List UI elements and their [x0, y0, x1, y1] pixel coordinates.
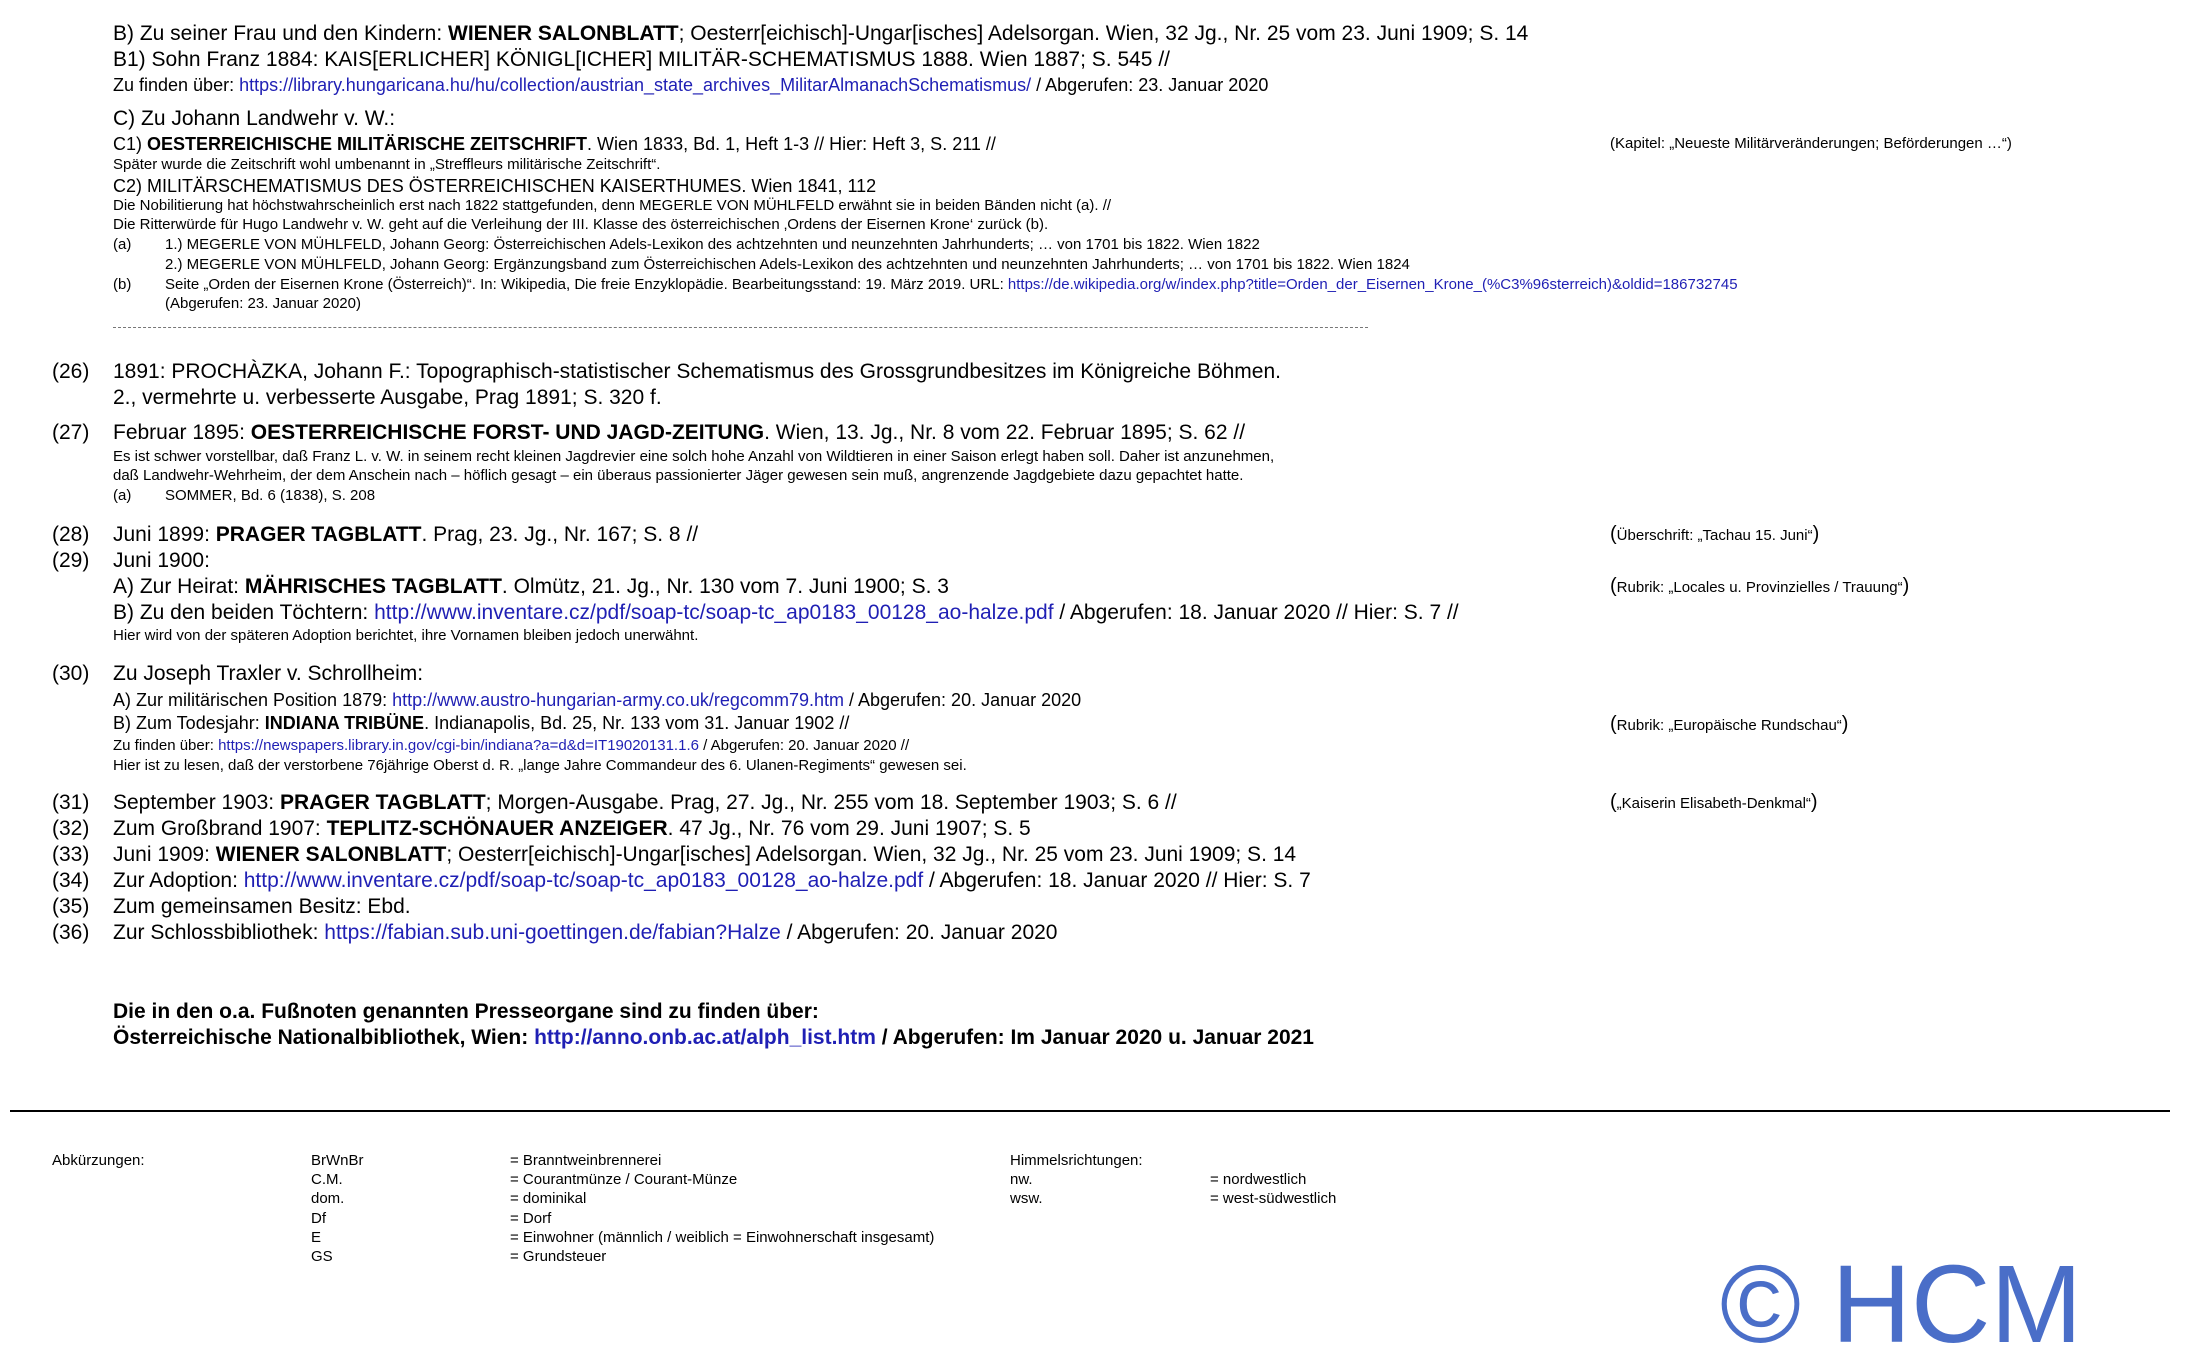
austro-hungarian-army-link[interactable]: http://www.austro-hungarian-army.co.uk/regcomm79.htm: [392, 690, 844, 710]
direction-term: wsw.: [1010, 1190, 1043, 1207]
horizontal-rule: [10, 1110, 2170, 1112]
abbreviation-term: C.M.: [311, 1171, 343, 1188]
footnote-number: (29): [52, 549, 90, 572]
abbreviation-meaning: = dominikal: [510, 1190, 587, 1207]
section-b-line2: B1) Sohn Franz 1884: KAIS[ERLICHER] KÖNIGL[ICHER] MILITÄR-SCHEMATISMUS 1888. Wien 1887; S. 545 //: [113, 48, 1170, 71]
footnote-number: (32): [52, 817, 90, 840]
footnote-27-a-label: (a): [113, 487, 132, 504]
footnote-27-line1: Februar 1895: OESTERREICHISCHE FORST- UND JAGD-ZEITUNG. Wien, 13. Jg., Nr. 8 vom 22. Februar 1895; S. 62 //: [113, 421, 1246, 444]
footnote-number: (28): [52, 523, 90, 546]
footnote-27-a: SOMMER, Bd. 6 (1838), S. 208: [165, 487, 376, 504]
copyright-watermark: © HCM: [1720, 1243, 2083, 1366]
footnote-30-side-note: (Rubrik: „Europäische Rundschau“): [1610, 713, 1849, 735]
abbreviation-term: dom.: [311, 1190, 345, 1207]
direction-meaning: = nordwestlich: [1210, 1171, 1307, 1188]
abbreviation-meaning: = Einwohner (männlich / weiblich = Einwohnerschaft insgesamt): [510, 1229, 935, 1246]
footnote-number: (34): [52, 869, 90, 892]
section-c-b-label: (b): [113, 276, 132, 293]
footnote-30-a: A) Zur militärischen Position 1879: http://www.austro-hungarian-army.co.uk/regcomm79.htm / Abgerufen: 20. Januar 2020: [113, 690, 1082, 710]
section-c-note1: Später wurde die Zeitschrift wohl umbenannt in „Streffleurs militärische Zeitschrift“.: [113, 156, 661, 173]
section-c-b2: (Abgerufen: 23. Januar 2020): [165, 295, 361, 312]
section-c-title: C) Zu Johann Landwehr v. W.:: [113, 107, 396, 130]
footnote-29-a: A) Zur Heirat: MÄHRISCHES TAGBLATT. Olmütz, 21. Jg., Nr. 130 vom 7. Juni 1900; S. 3: [113, 575, 949, 598]
footnote-number: (35): [52, 895, 90, 918]
footnote-36-line: Zur Schlossbibliothek: https://fabian.sub.uni-goettingen.de/fabian?Halze / Abgerufen: 20. Januar 2020: [113, 921, 1058, 944]
footnote-number: (31): [52, 791, 90, 814]
section-b-line3: Zu finden über: https://library.hungaricana.hu/hu/collection/austrian_state_archives_MilitarAlmanachSchematismus/ / Abgerufen: 23. Januar 2020: [113, 75, 1269, 95]
section-b-line1: B) Zu seiner Frau und den Kindern: WIENER SALONBLATT; Oesterr[eichisch]-Ungar[isches] Adelsorgan. Wien, 32 Jg., Nr. 25 vom 23. Juni 1909; S. 14: [113, 22, 1529, 45]
abbreviation-term: GS: [311, 1248, 333, 1265]
footnote-number: (30): [52, 662, 90, 685]
inventare-adoption-link[interactable]: http://www.inventare.cz/pdf/soap-tc/soap-tc_ap0183_00128_ao-halze.pdf: [243, 869, 924, 892]
abbreviation-meaning: = Dorf: [510, 1210, 552, 1227]
inventare-link[interactable]: http://www.inventare.cz/pdf/soap-tc/soap-tc_ap0183_00128_ao-halze.pdf: [374, 601, 1054, 624]
footer-line1: Die in den o.a. Fußnoten genannten Presseorgane sind zu finden über:: [113, 1000, 819, 1023]
hungaricana-link[interactable]: https://library.hungaricana.hu/hu/collection/austrian_state_archives_MilitarAlmanachSchematismus/: [239, 75, 1032, 95]
section-c-note3: Die Ritterwürde für Hugo Landwehr v. W. geht auf die Verleihung der III. Klasse des österreichischen ‚Ordens der Eisernen Krone‘ zurück (b).: [113, 216, 1049, 233]
footnote-33-line: Juni 1909: WIENER SALONBLATT; Oesterr[eichisch]-Ungar[isches] Adelsorgan. Wien, 32 Jg., Nr. 25 vom 23. Juni 1909; S. 14: [113, 843, 1297, 866]
direction-term: nw.: [1010, 1171, 1033, 1188]
footnote-31-side-note: („Kaiserin Elisabeth-Denkmal“): [1610, 791, 1818, 813]
footnote-30-title: Zu Joseph Traxler v. Schrollheim:: [113, 662, 424, 685]
abbreviation-meaning: = Grundsteuer: [510, 1248, 607, 1265]
direction-meaning: = west-südwestlich: [1210, 1190, 1337, 1207]
footnote-27-note2: daß Landwehr-Wehrheim, der dem Anschein nach – höflich gesagt – ein überaus passionierter Jäger gewesen sein muß, angrenzende Jagdgebiete dazu gepachtet hatte.: [113, 467, 1244, 484]
section-c2: C2) MILITÄRSCHEMATISMUS DES ÖSTERREICHISCHEN KAISERTHUMES. Wien 1841, 112: [113, 176, 877, 196]
abbreviation-term: BrWnBr: [311, 1152, 364, 1169]
abbreviations-label: Abkürzungen:: [52, 1152, 145, 1169]
footnote-29-side-note: (Rubrik: „Locales u. Provinzielles / Trauung“): [1610, 575, 1910, 597]
footnote-34-line: Zur Adoption: http://www.inventare.cz/pdf/soap-tc/soap-tc_ap0183_00128_ao-halze.pdf / Abgerufen: 18. Januar 2020 // Hier: S. 7: [113, 869, 1311, 892]
goettingen-link[interactable]: https://fabian.sub.uni-goettingen.de/fabian?Halze: [324, 921, 781, 944]
wikipedia-link[interactable]: https://de.wikipedia.org/w/index.php?title=Orden_der_Eisernen_Krone_(%C3%96sterreich)&oldid=186732745: [1007, 276, 1738, 293]
footnote-28-side-note: (Überschrift: „Tachau 15. Juni“): [1610, 523, 1820, 545]
directions-label: Himmelsrichtungen:: [1010, 1152, 1143, 1169]
footnote-number: (36): [52, 921, 90, 944]
footnote-32-line: Zum Großbrand 1907: TEPLITZ-SCHÖNAUER ANZEIGER. 47 Jg., Nr. 76 vom 29. Juni 1907; S. 5: [113, 817, 1031, 840]
footnote-30-c: Zu finden über: https://newspapers.library.in.gov/cgi-bin/indiana?a=d&d=IT19020131.1.6 / Abgerufen: 20. Januar 2020 //: [113, 737, 910, 754]
footnote-26-line2: 2., vermehrte u. verbesserte Ausgabe, Prag 1891; S. 320 f.: [113, 386, 662, 409]
section-c-note2: Die Nobilitierung hat höchstwahrscheinlich erst nach 1822 stattgefunden, denn MEGERLE VON MÜHLFELD erwähnt sie in beiden Bänden nicht (a). //: [113, 197, 1112, 214]
footnote-27-note1: Es ist schwer vorstellbar, daß Franz L. v. W. in seinem recht kleinen Jagdrevier eine solch hohe Anzahl von Wildtieren in einer Saison erlegt haben soll. Daher ist anzunehmen,: [113, 448, 1275, 465]
footnote-number: (33): [52, 843, 90, 866]
dashed-separator: [113, 327, 1368, 328]
section-c-a1: 1.) MEGERLE VON MÜHLFELD, Johann Georg: Österreichischen Adels-Lexikon des achtzehnten und neunzehnten Jahrhunderts; … von 1701 bis 1822. Wien 1822: [165, 236, 1260, 253]
footnote-30-d: Hier ist zu lesen, daß der verstorbene 76jährige Oberst d. R. „lange Jahre Commandeur des 6. Ulanen-Regiments“ gewesen sei.: [113, 757, 967, 774]
footnote-26-line1: 1891: PROCHÀZKA, Johann F.: Topographisch-statistischer Schematismus des Grossgrundbesitzes im Königreiche Böhmen.: [113, 360, 1281, 383]
section-c-b1: Seite „Orden der Eisernen Krone (Österreich)“. In: Wikipedia, Die freie Enzyklopädie. Bearbeitungsstand: 19. März 2019. URL: https://de.wikipedia.org/w/index.php?title=Orden_der_Eisernen_Krone_(%C3%96sterreich)&oldid=186732745: [165, 276, 1738, 293]
abbreviation-meaning: = Courantmünze / Courant-Münze: [510, 1171, 738, 1188]
footnote-30-b: B) Zum Todesjahr: INDIANA TRIBÜNE. Indianapolis, Bd. 25, Nr. 133 vom 31. Januar 1902 //: [113, 713, 850, 733]
section-c1: C1) OESTERREICHISCHE MILITÄRISCHE ZEITSCHRIFT. Wien 1833, Bd. 1, Heft 1-3 // Hier: Heft 3, S. 211 //: [113, 134, 996, 154]
footnote-number: (27): [52, 421, 90, 444]
section-c-a-label: (a): [113, 236, 132, 253]
footnote-31-line: September 1903: PRAGER TAGBLATT; Morgen-Ausgabe. Prag, 27. Jg., Nr. 255 vom 18. September 1903; S. 6 //: [113, 791, 1177, 814]
footnote-number: (26): [52, 360, 90, 383]
abbreviation-meaning: = Branntweinbrennerei: [510, 1152, 662, 1169]
indiana-newspapers-link[interactable]: https://newspapers.library.in.gov/cgi-bin/indiana?a=d&d=IT19020131.1.6: [218, 737, 699, 754]
abbreviation-term: Df: [311, 1210, 326, 1227]
footnote-29-title: Juni 1900:: [113, 549, 210, 572]
footnote-28-line: Juni 1899: PRAGER TAGBLATT. Prag, 23. Jg., Nr. 167; S. 8 //: [113, 523, 699, 546]
footnote-29-b: B) Zu den beiden Töchtern: http://www.inventare.cz/pdf/soap-tc/soap-tc_ap0183_00128_ao-halze.pdf / Abgerufen: 18. Januar 2020 // Hier: S. 7 //: [113, 601, 1459, 624]
abbreviation-term: E: [311, 1229, 322, 1246]
footer-line2: Österreichische Nationalbibliothek, Wien: http://anno.onb.ac.at/alph_list.htm / Abgerufen: Im Januar 2020 u. Januar 2021: [113, 1026, 1314, 1049]
anno-onb-link[interactable]: http://anno.onb.ac.at/alph_list.htm: [534, 1026, 876, 1049]
section-c1-side-note: (Kapitel: „Neueste Militärveränderungen; Beförderungen …“): [1610, 135, 2012, 152]
footnote-35-line: Zum gemeinsamen Besitz: Ebd.: [113, 895, 411, 918]
footnote-29-note: Hier wird von der späteren Adoption berichtet, ihre Vornamen bleiben jedoch unerwähnt.: [113, 627, 699, 644]
section-c-a2: 2.) MEGERLE VON MÜHLFELD, Johann Georg: Ergänzungsband zum Österreichischen Adels-Lexikon des achtzehnten und neunzehnten Jahrhunderts; … von 1701 bis 1822. Wien 1824: [165, 256, 1410, 273]
